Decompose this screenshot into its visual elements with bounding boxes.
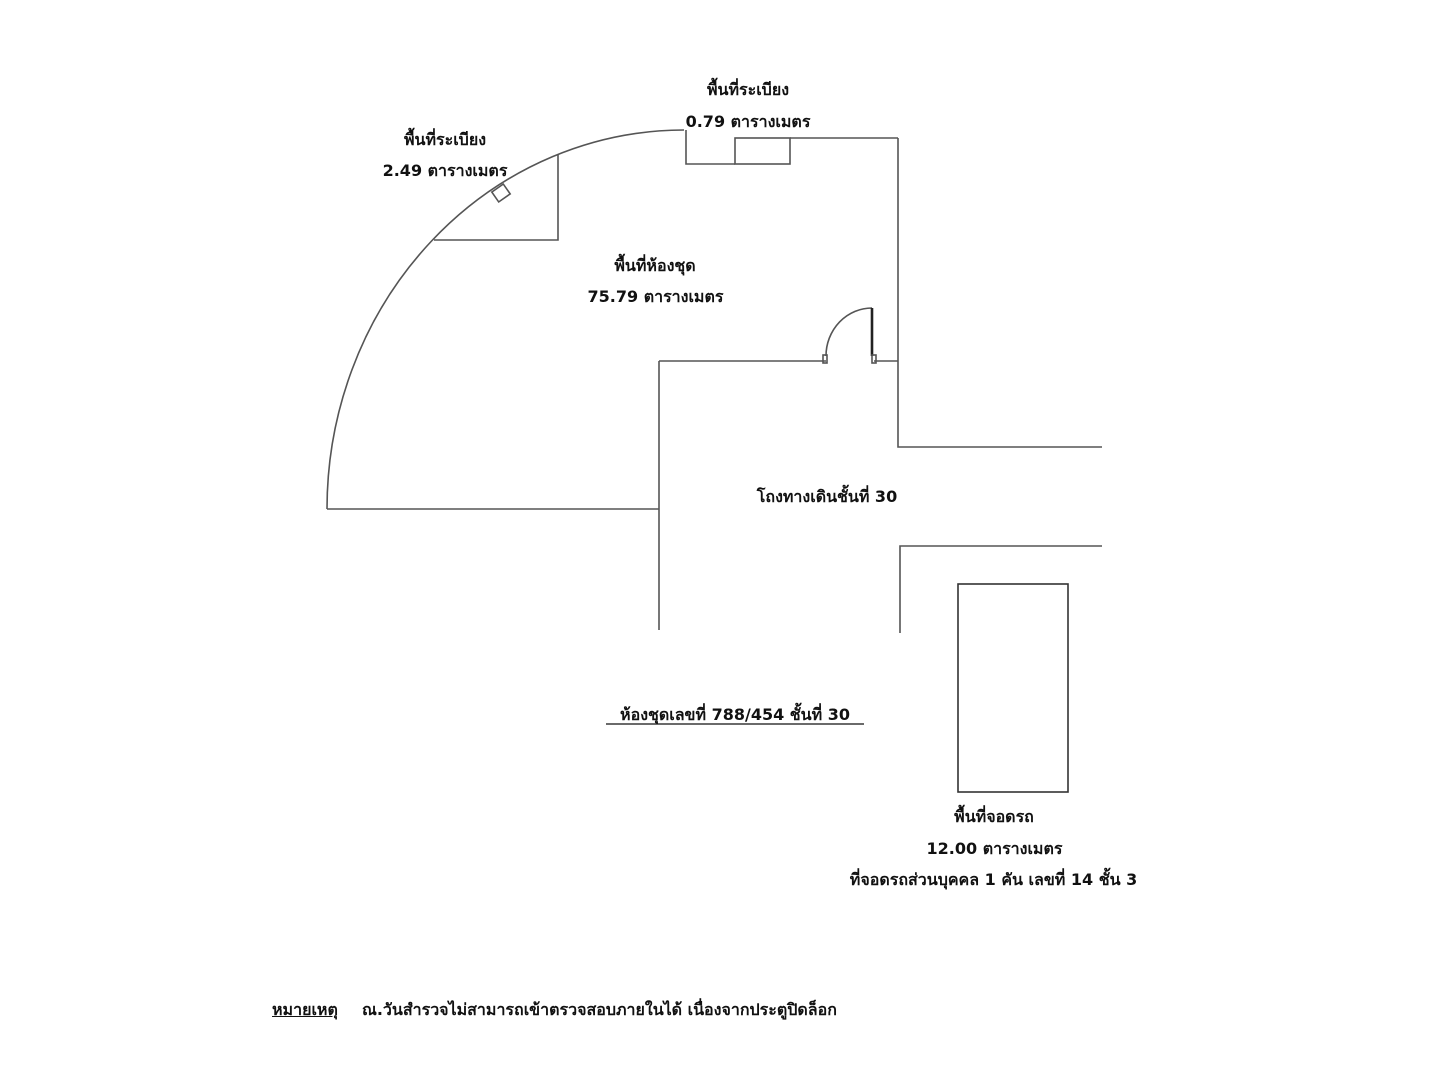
- parking-detail: ที่จอดรถส่วนบุคคล 1 คัน เลขที่ 14 ชั้น 3: [849, 870, 1138, 889]
- corridor-lower-wall: [900, 546, 1102, 633]
- balcony-2-area: 0.79 ตารางเมตร: [685, 112, 811, 131]
- balcony-2-box: [735, 138, 790, 164]
- note-text: ณ.วันสำรวจไม่สามารถเข้าตรวจสอบภายในได้ เนื่องจากประตูปิดล็อก: [362, 1000, 837, 1019]
- unit-area-value: 75.79 ตารางเมตร: [587, 287, 724, 306]
- parking-name: พื้นที่จอดรถ: [954, 807, 1034, 826]
- note-title: หมายเหตุ: [272, 1000, 338, 1019]
- corridor-label: โถงทางเดินชั้นที่ 30: [756, 487, 898, 506]
- balcony-1-name: พื้นที่ระเบียง: [403, 130, 487, 149]
- unit-area-name: พื้นที่ห้องชุด: [614, 256, 696, 275]
- corridor-upper-wall: [898, 361, 1102, 447]
- balcony-1-area: 2.49 ตารางเมตร: [382, 161, 508, 180]
- unit-number-label: ห้องชุดเลขที่ 788/454 ชั้นที่ 30: [620, 705, 850, 724]
- balcony-2-notch: [686, 130, 735, 164]
- balcony-2-name: พื้นที่ระเบียง: [706, 80, 790, 99]
- parking-area: 12.00 ตารางเมตร: [926, 839, 1063, 858]
- door-swing-arc: [826, 308, 872, 356]
- parking-space: [958, 584, 1068, 792]
